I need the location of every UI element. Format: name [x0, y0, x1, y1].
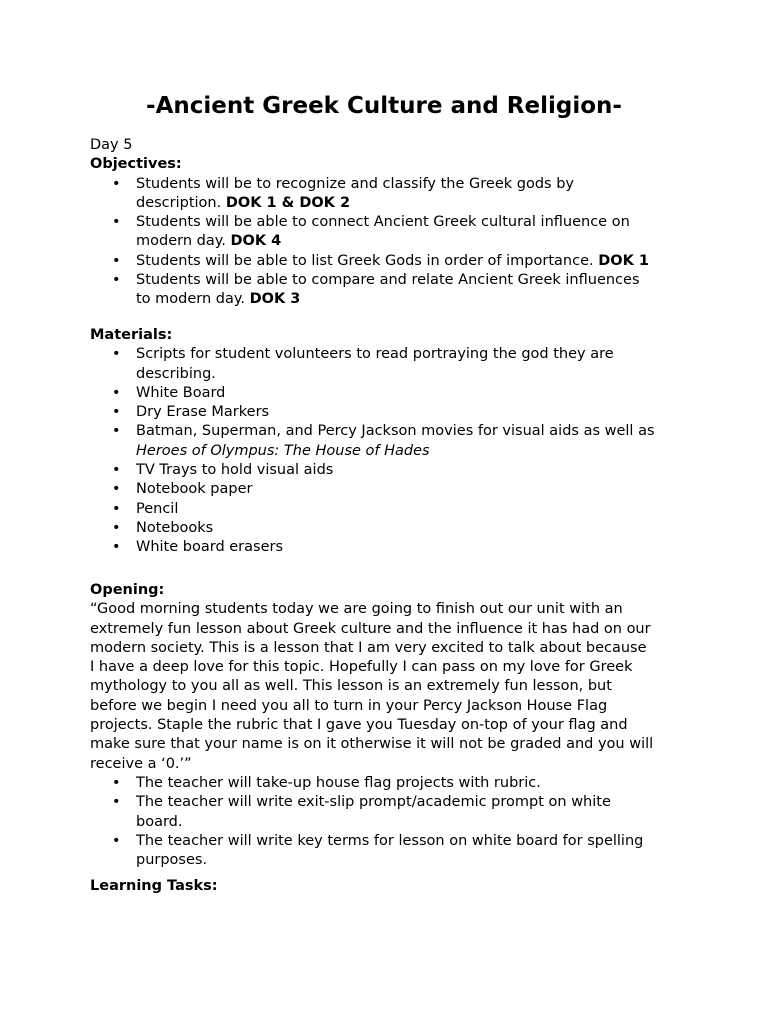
list-item: [90, 213, 690, 252]
paragraph-line: receive a ‘0.’”: [90, 755, 192, 772]
bullet-icon: •: [112, 346, 121, 363]
paragraph-line: make sure that your name is on it otherwise it will not be graded and you will: [90, 736, 654, 753]
material-title-italic: Heroes of Olympus: The House of Hades: [136, 442, 430, 459]
bullet-icon: •: [112, 832, 121, 849]
dok-label: DOK 4: [230, 233, 282, 250]
objective-text: Students will be to recognize and classify the Greek gods by: [136, 175, 574, 192]
material-text: Notebooks: [136, 519, 214, 536]
bullet-icon: •: [112, 252, 121, 269]
paragraph-line: “Good morning students today we are going to finish out our unit with an: [90, 601, 623, 618]
material-text: White Board: [136, 384, 226, 401]
objective-text: Students will be able to list Greek Gods in order of importance.: [136, 252, 599, 269]
material-text: White board erasers: [136, 539, 284, 556]
list-item: [90, 538, 690, 557]
materials-list: [90, 345, 690, 557]
page-title: -Ancient Greek Culture and Religion-: [146, 93, 622, 119]
dok-label: DOK 3: [249, 291, 301, 308]
list-item: [90, 774, 690, 793]
list-item: [90, 175, 690, 214]
paragraph-line: I have a deep love for this topic. Hopefully I can pass on my love for Greek: [90, 659, 633, 676]
materials-heading: Materials:: [90, 327, 173, 343]
bullet-icon: •: [112, 272, 121, 289]
material-text: Dry Erase Markers: [136, 404, 270, 421]
opening-section: [90, 581, 690, 870]
bullet-icon: •: [112, 500, 121, 517]
material-text: TV Trays to hold visual aids: [136, 462, 334, 479]
objective-text: to modern day.: [136, 291, 250, 308]
paragraph-line: mythology to you all as well. This lesson is an extremely fun lesson, but: [90, 678, 612, 695]
list-item: [90, 422, 690, 461]
material-text: Pencil: [136, 500, 179, 517]
task-text: purposes.: [136, 852, 208, 869]
opening-heading: Opening:: [90, 582, 165, 598]
material-text: describing.: [136, 365, 216, 382]
day-label: Day 5: [90, 137, 133, 153]
objective-text: Students will be able to compare and relate Ancient Greek influences: [136, 272, 640, 289]
task-text: The teacher will take-up house flag projects with rubric.: [136, 774, 541, 791]
list-item: [90, 271, 690, 310]
task-text: board.: [136, 813, 183, 830]
list-item: [90, 403, 690, 422]
list-item: [90, 461, 690, 480]
list-item: [90, 519, 690, 538]
dok-label: DOK 1 & DOK 2: [225, 194, 351, 211]
objective-text: Students will be able to connect Ancient Greek cultural influence on: [136, 214, 630, 231]
list-item: [90, 793, 690, 832]
bullet-icon: •: [112, 404, 121, 421]
objectives-heading: Objectives:: [90, 156, 182, 173]
learning-tasks-section: [90, 877, 690, 896]
opening-paragraph: [90, 600, 690, 774]
bullet-icon: •: [112, 462, 121, 479]
materials-section: [90, 326, 690, 558]
list-item: [90, 345, 690, 384]
list-item: [90, 480, 690, 499]
list-item: [90, 384, 690, 403]
bullet-icon: •: [112, 481, 121, 498]
bullet-icon: •: [112, 175, 121, 192]
paragraph-line: before we begin I need you all to turn in your Percy Jackson House Flag: [90, 697, 608, 714]
objective-text: description.: [136, 194, 226, 211]
bullet-icon: •: [112, 214, 121, 231]
bullet-icon: •: [112, 794, 121, 811]
bullet-icon: •: [112, 384, 121, 401]
material-text: Scripts for student volunteers to read portraying the god they are: [136, 346, 614, 363]
list-item: [90, 500, 690, 519]
task-text: The teacher will write exit-slip prompt/academic prompt on white: [136, 794, 611, 811]
objectives-list: [90, 175, 690, 310]
opening-tasks-list: [90, 774, 690, 870]
material-text: Notebook paper: [136, 481, 253, 498]
list-item: [90, 252, 690, 271]
learning-tasks-heading: Learning Tasks:: [90, 878, 218, 894]
bullet-icon: •: [112, 774, 121, 791]
bullet-icon: •: [112, 539, 121, 556]
bullet-icon: •: [112, 423, 121, 440]
paragraph-line: modern society. This is a lesson that I am very excited to talk about because: [90, 639, 647, 656]
objectives-section: [90, 136, 690, 310]
material-text: Batman, Superman, and Percy Jackson movies for visual aids as well as: [136, 423, 655, 440]
paragraph-line: extremely fun lesson about Greek culture and the influence it has had on our: [90, 620, 651, 637]
paragraph-line: projects. Staple the rubric that I gave you Tuesday on-top of your flag and: [90, 717, 628, 734]
list-item: [90, 832, 690, 871]
objective-text: modern day.: [136, 233, 231, 250]
bullet-icon: •: [112, 519, 121, 536]
task-text: The teacher will write key terms for lesson on white board for spelling: [136, 832, 644, 849]
dok-label: DOK 1: [598, 252, 649, 269]
